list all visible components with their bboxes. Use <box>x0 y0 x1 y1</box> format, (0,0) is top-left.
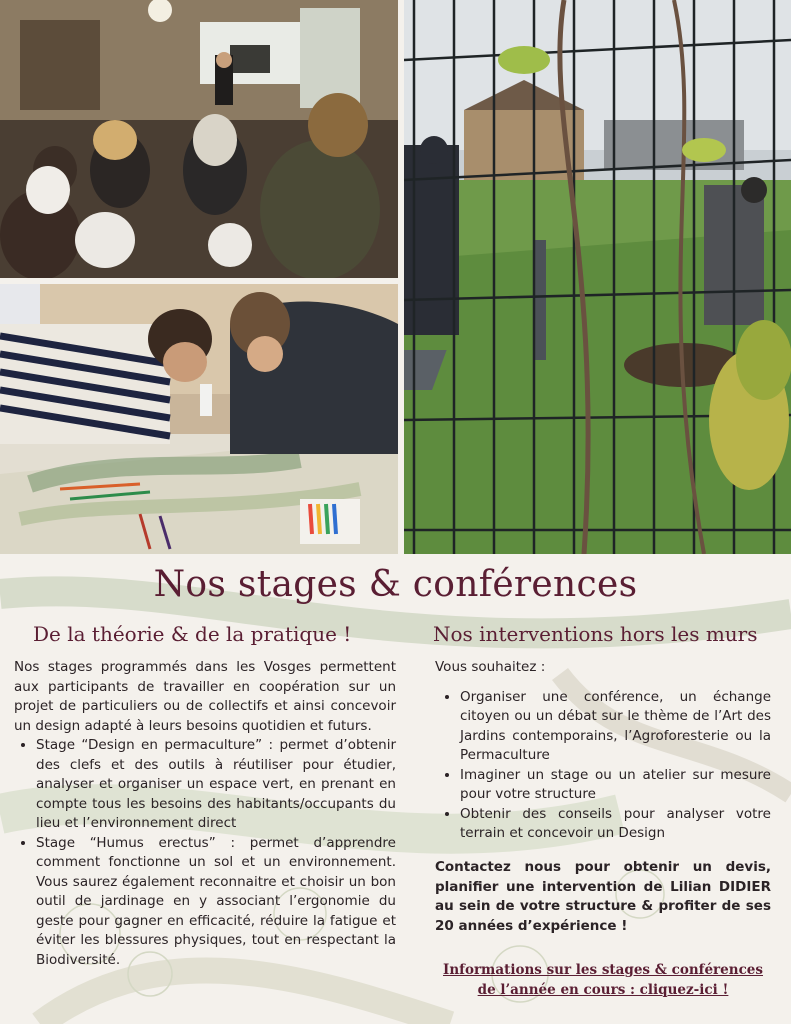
list-item: • Obtenir des conseils pour analyser votre terrain et concevoir un Design <box>460 805 771 844</box>
interventions-list <box>435 688 771 844</box>
stages-list <box>14 736 396 970</box>
list-item: • Organiser une conférence, un échange citoyen ou un débat sur le thème de l’Art des Jardins contemporains, l’Agroforesterie ou la Permaculture <box>460 688 771 766</box>
info-link[interactable] <box>435 960 771 1000</box>
right-intro: Vous souhaitez : <box>435 659 546 675</box>
info-link-line-2[interactable]: de l’année en cours : cliquez-ici ! <box>477 982 729 998</box>
conference-photo <box>0 0 398 278</box>
right-column <box>435 658 771 844</box>
garden-photo <box>404 0 791 554</box>
list-item: • Stage “Design en permaculture” : permet d’obtenir des clefs et des outils à réutiliser pour étudier, analyser et organiser un espace vert, en prenant en compte tous les besoins des habitants/occupants du lieu et l’environnement direct <box>36 736 396 834</box>
info-link-line-1[interactable]: Informations sur les stages & conférences <box>443 962 763 978</box>
page-title: Nos stages & conférences <box>153 564 638 605</box>
contact-text: Contactez nous pour obtenir un devis, planifier une intervention de Lilian DIDIER au sein de votre structure & profiter de ses 20 années d’expérience ! <box>435 859 771 934</box>
left-intro: Nos stages programmés dans les Vosges permettent aux participants de travailler en coopération sur un projet de particuliers ou de collectifs et ainsi concevoir un design adapté à leurs besoins quotidien et futurs. <box>14 659 396 734</box>
content-area <box>0 554 791 1024</box>
workshop-photo <box>0 284 398 554</box>
list-item: • Imaginer un stage ou un atelier sur mesure pour votre structure <box>460 766 771 805</box>
right-subtitle: Nos interventions hors les murs <box>433 622 758 646</box>
left-subtitle: De la théorie & de la pratique ! <box>33 622 352 646</box>
left-column <box>14 658 396 970</box>
list-item: • Stage “Humus erectus” : permet d’apprendre comment fonctionne un sol et un environnement. Vous saurez également reconnaitre et choisir un bon outil de jardinage en y associant l’ergonomie du geste pour gagner en efficacité, réduire la fatigue et éviter les blessures physiques, tout en respectant la Biodiversité. <box>36 834 396 971</box>
